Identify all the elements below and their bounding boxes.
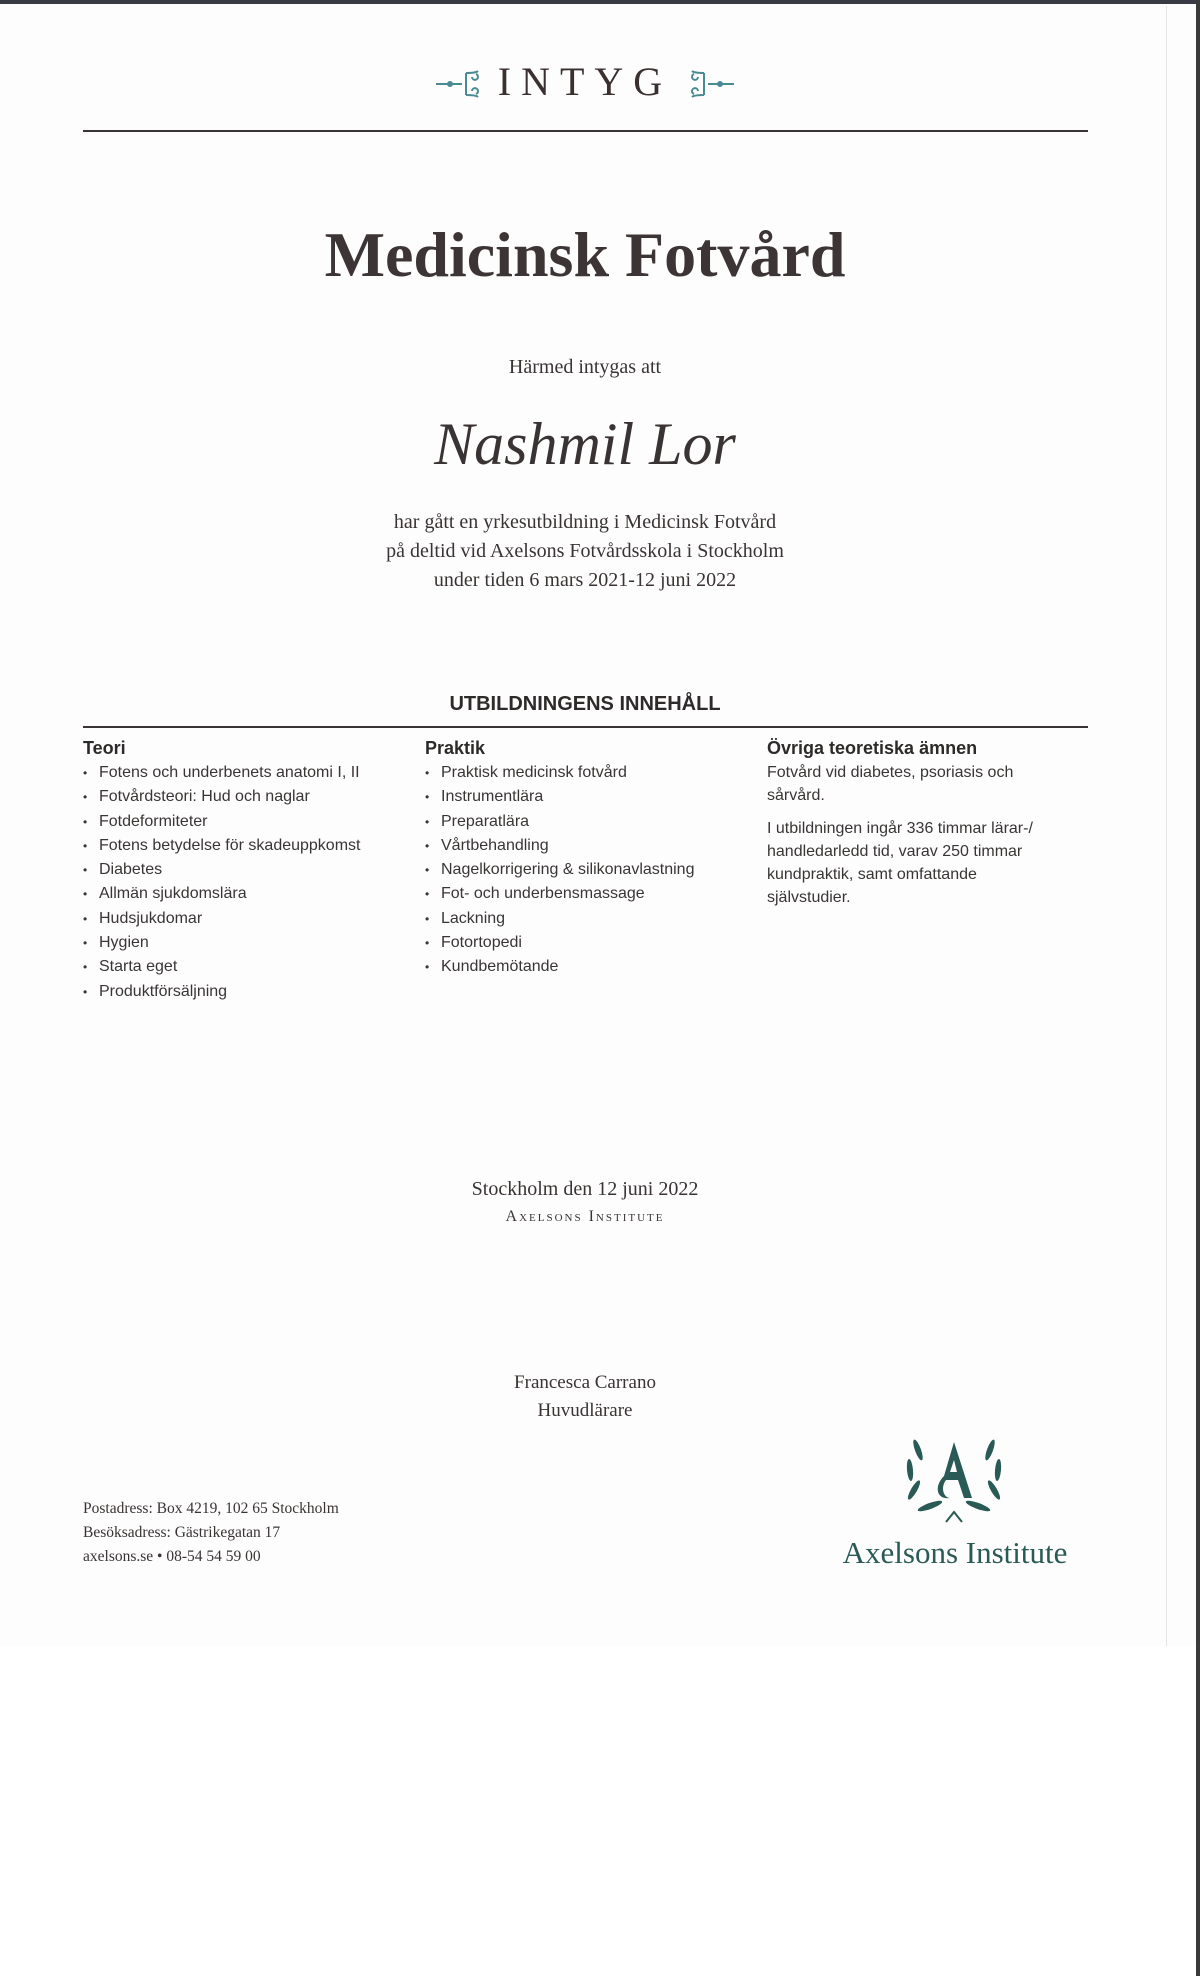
- content-heading: UTBILDNINGENS INNEHÅLL: [449, 693, 721, 715]
- list-item: • Diabetes: [83, 858, 413, 882]
- footer-address: [83, 1497, 339, 1569]
- list-item: • Hygien: [83, 931, 413, 955]
- header-label: INTYG: [497, 59, 673, 104]
- other-text: Fotvård vid diabetes, psoriasis och sårvård.: [767, 764, 1014, 804]
- theory-list: [83, 761, 413, 1004]
- course-title: Medicinsk Fotvård: [324, 219, 846, 290]
- list-item: • Lackning: [425, 907, 755, 931]
- list-item: • Produktförsäljning: [83, 980, 413, 1004]
- signer-role: Huvudlärare: [537, 1400, 633, 1421]
- hours-text: I utbildningen ingår 336 timmar lärar-/ handledarledd tid, varav 250 timmar kundpraktik, samt omfattande självstudier.: [767, 820, 1033, 906]
- theory-title: Teori: [83, 738, 126, 758]
- contact-info: axelsons.se • 08-54 54 59 00: [83, 1548, 261, 1565]
- description-line: har gått en yrkesutbildning i Medicinsk Fotvård: [393, 511, 777, 533]
- scan-border-top: [0, 0, 1200, 4]
- other-column: [767, 738, 1057, 919]
- signer-name: Francesca Carrano: [514, 1372, 656, 1393]
- list-item: • Allmän sjukdomslära: [83, 882, 413, 906]
- list-item: • Fotvårdsteori: Hud och naglar: [83, 785, 413, 809]
- content-divider: [83, 726, 1088, 728]
- visiting-address: Besöksadress: Gästrikegatan 17: [83, 1524, 281, 1541]
- certificate-header: [0, 58, 1170, 109]
- postal-address: Postadress: Box 4219, 102 65 Stockholm: [83, 1500, 339, 1517]
- institute-name: Axelsons Institute: [505, 1208, 665, 1225]
- theory-column: [83, 738, 413, 1004]
- list-item: • Fotens och underbenets anatomi I, II: [83, 761, 413, 785]
- recipient-name: Nashmil Lor: [434, 411, 736, 477]
- paper-bottom-area: [0, 1646, 1196, 1976]
- list-item: • Kundbemötande: [425, 955, 755, 979]
- ornament-right-icon: [690, 62, 734, 109]
- list-item: • Nagelkorrigering & silikonavlastning: [425, 858, 755, 882]
- other-title: Övriga teoretiska ämnen: [767, 738, 978, 758]
- list-item: • Praktisk medicinsk fotvård: [425, 761, 755, 785]
- laurel-logo-icon: [900, 1430, 1008, 1535]
- practice-list: [425, 761, 755, 980]
- intro-text: Härmed intygas att: [508, 356, 662, 378]
- logo-text: Axelsons Institute: [842, 1535, 1068, 1570]
- list-item: • Hudsjukdomar: [83, 907, 413, 931]
- list-item: • Fot- och underbensmassage: [425, 882, 755, 906]
- list-item: • Preparatlära: [425, 810, 755, 834]
- scan-border-right: [1196, 0, 1200, 1976]
- list-item: • Fotortopedi: [425, 931, 755, 955]
- list-item: • Fotens betydelse för skadeuppkomst: [83, 834, 413, 858]
- list-item: • Instrumentlära: [425, 785, 755, 809]
- list-item: • Vårtbehandling: [425, 834, 755, 858]
- header-divider: [83, 130, 1088, 132]
- description-line: på deltid vid Axelsons Fotvårdsskola i Stockholm: [386, 540, 784, 562]
- list-item: • Fotdeformiteter: [83, 810, 413, 834]
- list-item: • Starta eget: [83, 955, 413, 979]
- practice-title: Praktik: [425, 738, 486, 758]
- ornament-left-icon: [436, 62, 480, 109]
- practice-column: [425, 738, 755, 980]
- description-line: under tiden 6 mars 2021-12 juni 2022: [433, 569, 737, 591]
- place-date: Stockholm den 12 juni 2022: [471, 1178, 699, 1200]
